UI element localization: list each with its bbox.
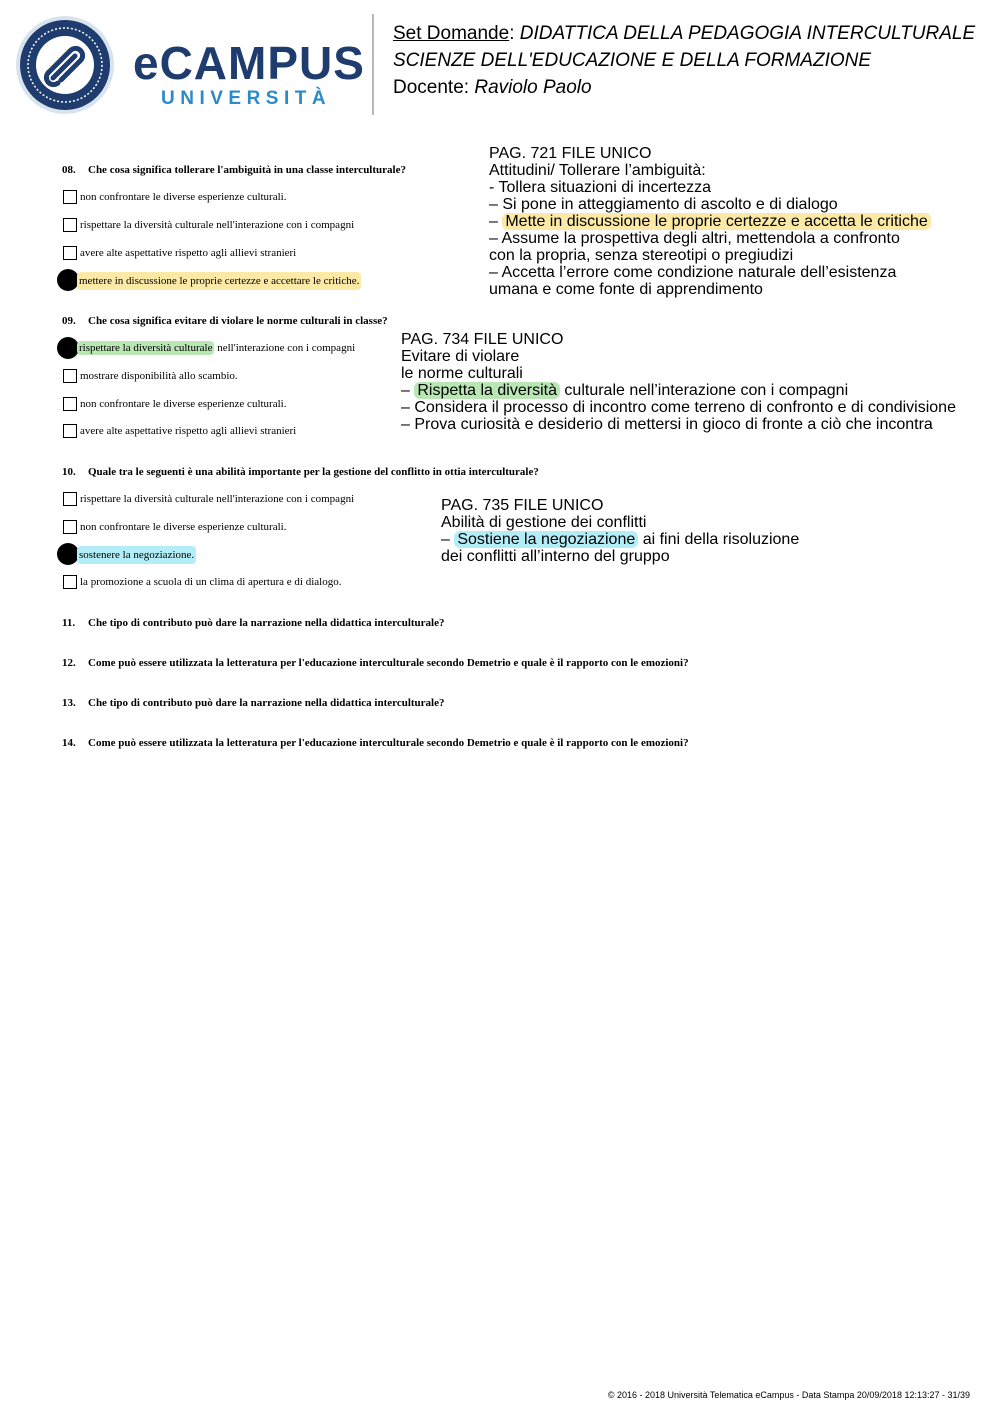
note-line: umana e come fonte di apprendimento: [489, 281, 763, 298]
note-page-735: [441, 497, 799, 565]
question-text: Che tipo di contributo può dare la narrazione nella didattica interculturale?: [88, 697, 445, 709]
note-page-721: [489, 145, 931, 298]
answer-text-rest: nell'interazione con i compagni: [217, 342, 356, 354]
question-09: [62, 315, 388, 327]
answer-text: avere alte aspettative rispetto agli allievi stranieri: [80, 247, 297, 259]
note-dash: –: [401, 382, 415, 399]
question-number: 14.: [62, 737, 76, 749]
set-title: DIDATTICA DELLA PEDAGOGIA INTERCULTURALE: [519, 23, 976, 44]
note-line: [489, 213, 931, 230]
answer-option-selected[interactable]: [0, 546, 430, 562]
note-page-734: [401, 331, 956, 433]
question-number: 08.: [62, 164, 76, 176]
answer-text: non confrontare le diverse esperienze culturali.: [80, 191, 287, 203]
answer-option[interactable]: [0, 423, 395, 439]
selected-answer-marker[interactable]: [57, 269, 79, 291]
question-number: 09.: [62, 315, 76, 327]
question-number: 11.: [62, 617, 76, 629]
question-text: Che cosa significa tollerare l'ambiguità in una classe interculturale?: [88, 164, 406, 176]
header-divider: [372, 14, 374, 115]
question-text: Come può essere utilizzata la letteratura per l'educazione interculturale secondo Demetrio e quale è il rapporto con le emozioni?: [88, 737, 689, 749]
answer-option[interactable]: [0, 574, 430, 590]
note-line: – Assume la prospettiva degli altri, mettendola a confronto: [489, 230, 900, 247]
answer-checkbox[interactable]: [63, 246, 77, 260]
question-13: [62, 697, 444, 709]
answer-checkbox[interactable]: [63, 492, 77, 506]
note-text: culturale nell’interazione con i compagni: [559, 382, 849, 399]
answer-checkbox[interactable]: [63, 218, 77, 232]
selected-answer-marker[interactable]: [57, 543, 79, 565]
note-line: – Considera il processo di incontro come terreno di confronto e di condivisione: [401, 399, 956, 416]
question-08: [62, 164, 406, 176]
answer-checkbox[interactable]: [63, 424, 77, 438]
set-title-line: Set Domande: DIDATTICA DELLA PEDAGOGIA INTERCULTURALE: [393, 23, 976, 44]
note-line: con la propria, senza stereotipi o pregiudizi: [489, 247, 794, 264]
answer-checkbox[interactable]: [63, 369, 77, 383]
set-label: Set Domande: [393, 23, 510, 44]
answer-option[interactable]: [0, 189, 480, 205]
note-text: ai fini della risoluzione: [638, 531, 800, 548]
note-line: - Tollera situazioni di incertezza: [489, 179, 712, 196]
teacher-name: Raviolo Paolo: [474, 77, 592, 98]
answer-text: [77, 340, 355, 356]
answer-text: non confrontare le diverse esperienze culturali.: [80, 521, 287, 533]
teacher-label: Docente: [393, 77, 464, 98]
question-text: Che cosa significa evitare di violare le norme culturali in classe?: [88, 315, 388, 327]
course-name: SCIENZE DELL'EDUCAZIONE E DELLA FORMAZIONE: [393, 50, 872, 71]
question-number: 13.: [62, 697, 76, 709]
answer-option[interactable]: [0, 396, 395, 412]
note-line: – Accetta l’errore come condizione naturale dell’esistenza: [489, 264, 897, 281]
note-line: [401, 382, 956, 399]
note-line: – Si pone in atteggiamento di ascolto e di dialogo: [489, 196, 838, 213]
answer-checkbox[interactable]: [63, 520, 77, 534]
answer-checkbox[interactable]: [63, 575, 77, 589]
answer-option[interactable]: [0, 245, 480, 261]
teacher-line: Docente: Raviolo Paolo: [393, 77, 592, 98]
note-line: – Prova curiosità e desiderio di mettersi in gioco di fronte a ciò che incontra: [401, 416, 933, 433]
answer-option-selected[interactable]: [0, 272, 480, 288]
question-10: [62, 466, 539, 478]
note-dash: –: [441, 531, 455, 548]
question-number: 10.: [62, 466, 76, 478]
note-line: [441, 531, 799, 548]
brand-name: eCAMPUS: [133, 37, 365, 89]
course-line: [393, 48, 871, 74]
answer-option[interactable]: [0, 368, 395, 384]
question-11: [62, 617, 444, 629]
answer-text: la promozione a scuola di un clima di apertura e di dialogo.: [80, 576, 342, 588]
brand-subtitle: UNIVERSITÀ: [161, 88, 332, 109]
answer-option[interactable]: [0, 491, 430, 507]
answer-text: mettere in discussione le proprie certezze e accettare le critiche.: [77, 272, 361, 290]
note-highlight: Rispetta la diversità: [414, 382, 560, 399]
answer-text: non confrontare le diverse esperienze culturali.: [80, 398, 287, 410]
answer-text: sostenere la negoziazione.: [77, 546, 196, 564]
question-12: [62, 657, 689, 669]
note-highlight: Mette in discussione le proprie certezze e accetta le critiche: [502, 213, 930, 230]
answer-text: mostrare disponibilità allo scambio.: [80, 370, 238, 382]
question-number: 12.: [62, 657, 76, 669]
note-line: Abilità di gestione dei conflitti: [441, 514, 647, 531]
answer-option[interactable]: [0, 217, 480, 233]
question-text: Che tipo di contributo può dare la narrazione nella didattica interculturale?: [88, 617, 445, 629]
note-title: PAG. 734 FILE UNICO: [401, 331, 564, 348]
note-line: dei conflitti all’interno del gruppo: [441, 548, 670, 565]
university-seal-logo: [15, 15, 115, 115]
brand-logo: [133, 37, 365, 110]
answer-highlight: rispettare la diversità culturale: [79, 342, 213, 354]
answer-option[interactable]: [0, 519, 430, 535]
answer-checkbox[interactable]: [63, 397, 77, 411]
answer-checkbox[interactable]: [63, 190, 77, 204]
question-14: [62, 737, 689, 749]
question-text: Quale tra le seguenti è una abilità importante per la gestione del conflitto in ottia interculturale?: [88, 466, 539, 478]
note-title: PAG. 735 FILE UNICO: [441, 497, 604, 514]
answer-text: avere alte aspettative rispetto agli allievi stranieri: [80, 425, 297, 437]
note-title: PAG. 721 FILE UNICO: [489, 145, 652, 162]
note-line: le norme culturali: [401, 365, 523, 382]
note-dash: –: [489, 213, 503, 230]
question-text: Come può essere utilizzata la letteratura per l'educazione interculturale secondo Demetrio e quale è il rapporto con le emozioni?: [88, 657, 689, 669]
answer-option-selected[interactable]: [0, 340, 395, 356]
page-footer: © 2016 - 2018 Università Telematica eCampus - Data Stampa 20/09/2018 12:13:27 - 31/39: [607, 1390, 970, 1400]
note-line: Evitare di violare: [401, 348, 520, 365]
note-line: Attitudini/ Tollerare l’ambiguità:: [489, 162, 706, 179]
answer-text: rispettare la diversità culturale nell'interazione con i compagni: [80, 219, 355, 231]
note-highlight: Sostiene la negoziazione: [454, 531, 638, 548]
selected-answer-marker[interactable]: [57, 337, 79, 359]
answer-text: rispettare la diversità culturale nell'interazione con i compagni: [80, 493, 355, 505]
